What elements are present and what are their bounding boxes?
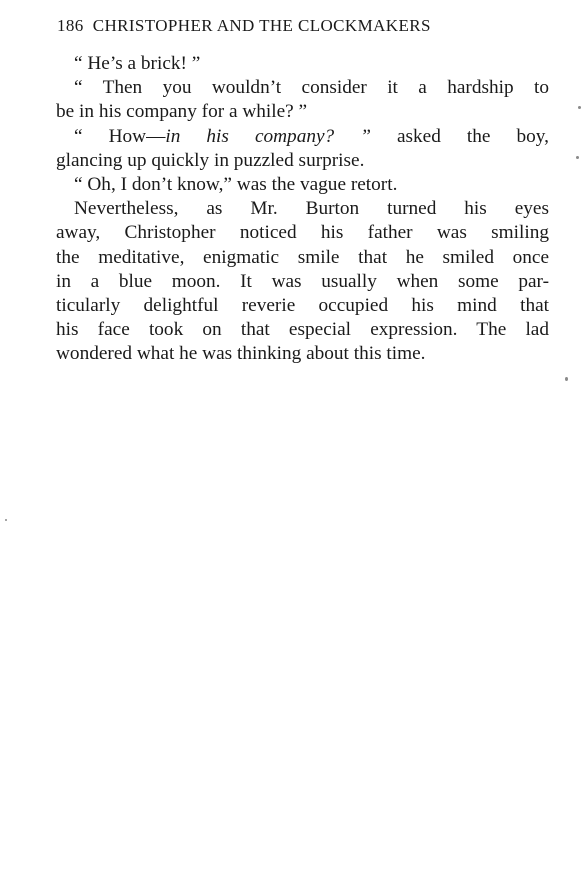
text-line-7: Nevertheless, as Mr. Burton turned his eyes: [74, 198, 549, 220]
text-line-4-end: asked the boy,: [370, 125, 549, 147]
text-line-9: the meditative, enigmatic smile that he smiled once: [56, 246, 549, 268]
scan-speck: [565, 377, 568, 381]
running-title: CHRISTOPHER AND THE CLOCKMAKERS: [92, 16, 431, 35]
text-line-1: “ He’s a brick! ”: [74, 53, 201, 74]
text-line-5: glancing up quickly in puzzled surprise.: [56, 149, 365, 171]
text-line-10: in a blue moon. It was usually when some par-: [56, 270, 549, 292]
page-number: 186: [57, 16, 84, 35]
scan-speck: [576, 156, 579, 159]
body-text: [56, 52, 549, 366]
text-line-4: [56, 125, 549, 149]
scan-speck: [578, 106, 581, 109]
italic-phrase: in his company? ”: [165, 125, 371, 147]
text-line-6: “ Oh, I don’t know,” was the vague retort.: [74, 173, 398, 195]
text-line-11: ticularly delightful reverie occupied his mind that: [56, 294, 549, 316]
running-header: [57, 14, 527, 38]
text-line-12: his face took on that especial expression. The lad: [56, 319, 549, 341]
text-line-13: wondered what he was thinking about this time.: [56, 343, 426, 365]
text-line-2: “ Then you wouldn’t consider it a hardship to: [74, 77, 549, 99]
text-line-8: away, Christopher noticed his father was smiling: [56, 222, 549, 244]
text-line-3: be in his company for a while? ”: [56, 101, 308, 123]
scan-speck: [5, 519, 7, 521]
text-line-4-start: “ How—: [74, 125, 166, 147]
